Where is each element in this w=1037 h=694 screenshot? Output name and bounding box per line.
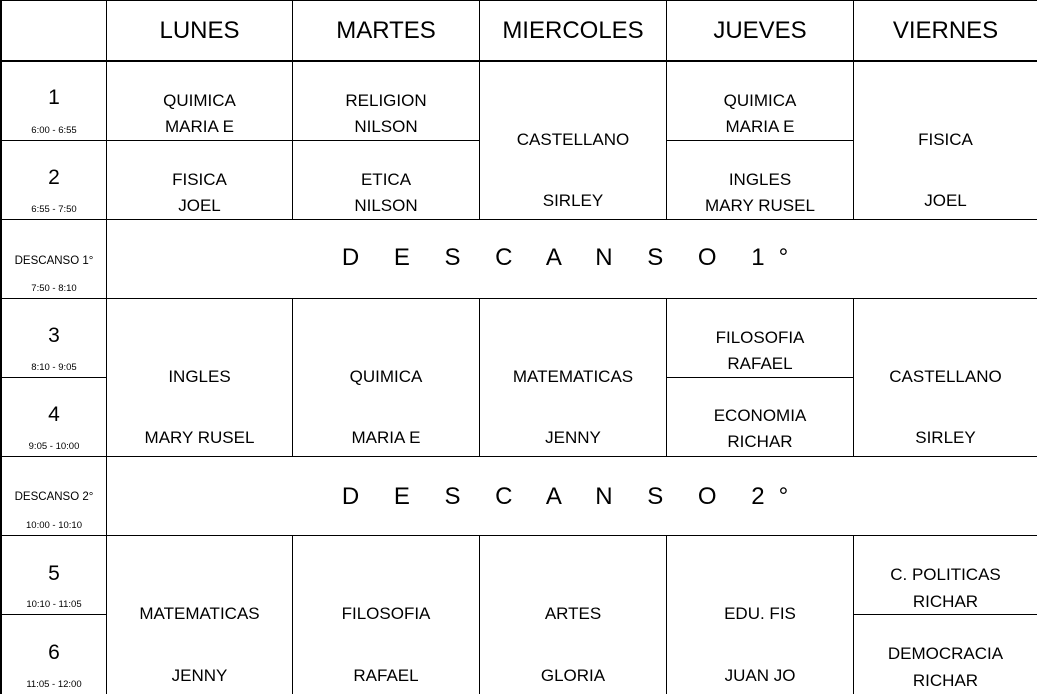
- teacher-label: RAFAEL: [353, 666, 419, 685]
- subject-label: QUIMICA: [723, 91, 797, 110]
- class-cell-lunes-p2: [107, 141, 293, 220]
- teacher-label: NILSON: [354, 117, 418, 136]
- break-label: DESCANSO 2°: [14, 491, 94, 503]
- subject-label: MATEMATICAS: [139, 604, 260, 623]
- class-cell-viernes-p5: [854, 536, 1037, 615]
- period-cell-4: [0, 378, 107, 457]
- teacher-label: RAFAEL: [727, 354, 793, 373]
- header-lunes: LUNES: [107, 0, 293, 62]
- teacher-label: MARY RUSEL: [144, 428, 255, 447]
- subject-label: CASTELLANO: [889, 367, 1002, 386]
- break-banner-2: [107, 457, 1037, 536]
- period-number: 1: [48, 86, 60, 109]
- class-cell-viernes-p1-2: [854, 62, 1037, 220]
- subject-label: ETICA: [360, 170, 412, 189]
- class-cell-miercoles-p5-6: [480, 536, 667, 694]
- period-time: 6:55 - 7:50: [31, 204, 77, 215]
- class-cell-jueves-p2: [667, 141, 854, 220]
- period-time: 8:10 - 9:05: [31, 362, 77, 373]
- break-title: D E S C A N S O 2°: [341, 483, 803, 510]
- break-label-cell-1: [0, 220, 107, 299]
- teacher-label: JOEL: [924, 191, 967, 210]
- class-cell-martes-p3-4: [293, 299, 480, 457]
- class-cell-viernes-p6: [854, 615, 1037, 694]
- period-cell-1: [0, 62, 107, 141]
- teacher-label: MARIA E: [351, 428, 421, 447]
- subject-label: QUIMICA: [349, 367, 423, 386]
- subject-label: INGLES: [728, 170, 792, 189]
- teacher-label: SIRLEY: [542, 191, 604, 210]
- period-cell-3: [0, 299, 107, 378]
- subject-label: MATEMATICAS: [512, 367, 634, 386]
- period-time: 6:00 - 6:55: [31, 125, 77, 136]
- period-cell-6: [0, 615, 107, 694]
- header-jueves: JUEVES: [667, 0, 854, 62]
- break-title: D E S C A N S O 1°: [341, 244, 803, 271]
- header-martes: MARTES: [293, 0, 480, 62]
- class-cell-jueves-p4: [667, 378, 854, 457]
- class-cell-viernes-p3-4: [854, 299, 1037, 457]
- break-label-cell-2: [0, 457, 107, 536]
- teacher-label: RICHAR: [727, 432, 793, 451]
- subject-label: DEMOCRACIA: [887, 644, 1004, 663]
- class-cell-jueves-p5-6: [667, 536, 854, 694]
- teacher-label: MARIA E: [725, 117, 795, 136]
- class-cell-martes-p5-6: [293, 536, 480, 694]
- period-number: 6: [48, 641, 60, 664]
- subject-label: RELIGION: [345, 91, 427, 110]
- class-cell-martes-p2: [293, 141, 480, 220]
- subject-label: QUIMICA: [163, 91, 236, 110]
- period-number: 5: [48, 562, 60, 585]
- subject-label: CASTELLANO: [516, 130, 630, 149]
- teacher-label: JENNY: [545, 428, 601, 447]
- teacher-label: MARY RUSEL: [705, 196, 815, 215]
- teacher-label: RICHAR: [912, 592, 979, 611]
- teacher-label: JENNY: [171, 666, 228, 685]
- header-viernes: VIERNES: [854, 0, 1037, 62]
- break-banner-1: [107, 220, 1037, 299]
- period-number: 2: [48, 166, 60, 189]
- class-cell-lunes-p3-4: [107, 299, 293, 457]
- subject-label: FILOSOFIA: [341, 604, 431, 623]
- subject-label: FILOSOFIA: [715, 328, 805, 347]
- teacher-label: JOEL: [178, 196, 221, 215]
- subject-label: EDU. FIS: [724, 604, 796, 623]
- class-cell-martes-p1: [293, 62, 480, 141]
- period-cell-5: [0, 536, 107, 615]
- teacher-label: SIRLEY: [915, 428, 976, 447]
- teacher-label: MARIA E: [165, 117, 234, 136]
- teacher-label: NILSON: [354, 196, 418, 215]
- period-number: 4: [48, 403, 60, 426]
- break-time: 10:00 - 10:10: [26, 520, 82, 531]
- class-cell-lunes-p5-6: [107, 536, 293, 694]
- period-time: 9:05 - 10:00: [28, 441, 80, 452]
- class-cell-jueves-p3: [667, 299, 854, 378]
- header-miercoles: MIERCOLES: [480, 0, 667, 62]
- period-number: 3: [48, 324, 60, 347]
- class-cell-jueves-p1: [667, 62, 854, 141]
- subject-label: FISICA: [172, 170, 227, 189]
- corner-cell: [0, 0, 107, 62]
- class-cell-miercoles-p1-2: [480, 62, 667, 220]
- period-time: 10:10 - 11:05: [26, 599, 82, 610]
- subject-label: FISICA: [918, 130, 973, 149]
- teacher-label: RICHAR: [912, 671, 979, 690]
- subject-label: C. POLITICAS: [890, 565, 1001, 584]
- teacher-label: JUAN JO: [724, 666, 796, 685]
- period-time: 11:05 - 12:00: [26, 679, 82, 690]
- period-cell-2: [0, 141, 107, 220]
- class-cell-miercoles-p3-4: [480, 299, 667, 457]
- break-label: DESCANSO 1°: [14, 255, 94, 267]
- subject-label: ARTES: [544, 604, 602, 623]
- teacher-label: GLORIA: [540, 666, 606, 685]
- subject-label: ECONOMIA: [713, 406, 807, 425]
- class-cell-lunes-p1: [107, 62, 293, 141]
- break-time: 7:50 - 8:10: [31, 283, 77, 294]
- subject-label: INGLES: [168, 367, 231, 386]
